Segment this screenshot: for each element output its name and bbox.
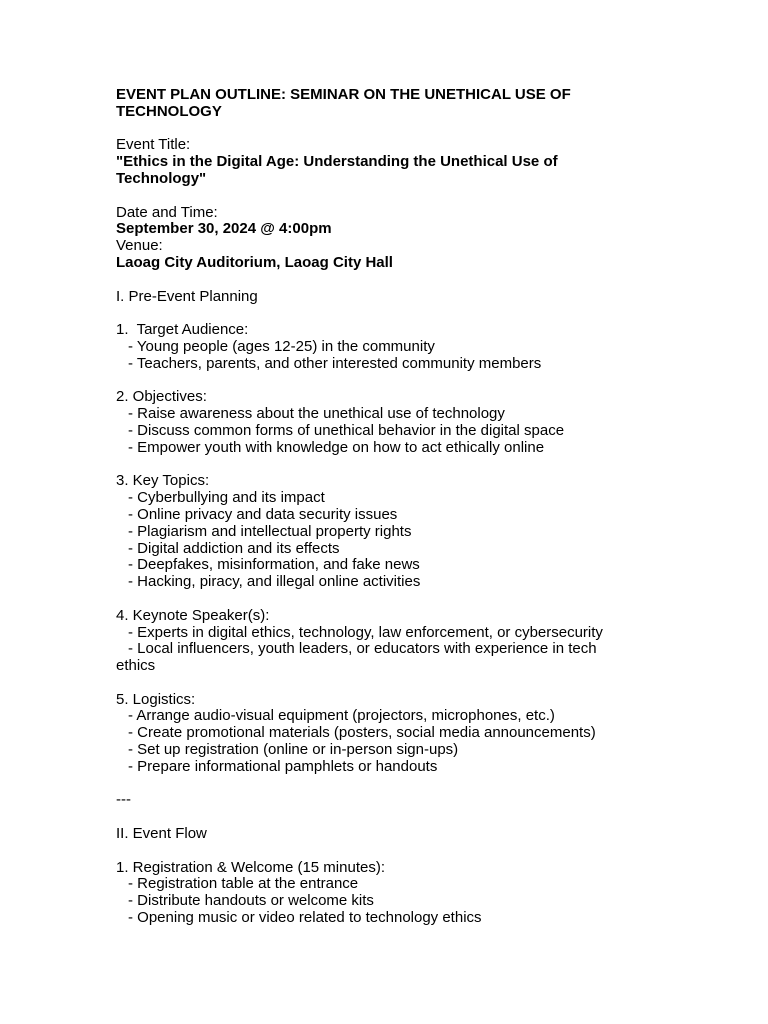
document-title: EVENT PLAN OUTLINE: SEMINAR ON THE UNETHICAL USE OF TECHNOLOGY [116,86,571,120]
list-item: - Prepare informational pamphlets or handouts [128,757,438,775]
list-item: - Young people (ages 12-25) in the community [128,337,435,355]
spacer [116,305,636,322]
date-label: Date and Time: [116,203,218,221]
list-item: - Distribute handouts or welcome kits [128,892,374,910]
date-value: September 30, 2024 @ 4:00pm [116,220,332,238]
spacer [116,675,636,692]
list-item: - Empower youth with knowledge on how to act ethically online [128,438,545,456]
spacer [116,272,636,289]
event-title-label: Event Title: [116,136,191,154]
spacer [116,776,636,793]
spacer [116,188,636,205]
event-title-value: "Ethics in the Digital Age: Understanding the Unethical Use of Technology" [116,153,558,187]
objectives-heading: 2. Objectives: [116,388,207,406]
keynote-speakers-heading: 4. Keynote Speaker(s): [116,606,270,624]
separator: --- [116,791,131,809]
venue-label: Venue: [116,237,163,255]
list-item: - Digital addiction and its effects [128,539,340,557]
venue-value: Laoag City Auditorium, Laoag City Hall [116,253,393,271]
list-item: - Hacking, piracy, and illegal online activities [128,573,421,591]
registration-heading: 1. Registration & Welcome (15 minutes): [116,858,385,876]
list-item: - Registration table at the entrance [128,875,359,893]
spacer [116,121,636,138]
list-item: - Cyberbullying and its impact [128,489,325,507]
list-item: - Online privacy and data security issues [128,505,398,523]
section-1-heading: I. Pre-Event Planning [116,287,258,305]
list-item: - Create promotional materials (posters, social media announcements) [128,724,596,742]
spacer [116,809,636,826]
list-item: - Opening music or video related to technology ethics [128,909,482,927]
spacer [116,457,636,474]
spacer [116,591,636,608]
list-item: - Plagiarism and intellectual property rights [128,522,412,540]
list-item: - Experts in digital ethics, technology, law enforcement, or cybersecurity [128,623,603,641]
document-page [116,87,636,927]
list-item: - Set up registration (online or in-person sign-ups) [128,741,459,759]
section-2-heading: II. Event Flow [116,825,207,843]
spacer [116,843,636,860]
list-item: - Discuss common forms of unethical behavior in the digital space [128,421,565,439]
list-item-continuation: ethics [116,657,156,675]
list-item: - Raise awareness about the unethical use of technology [128,405,505,423]
list-item: - Deepfakes, misinformation, and fake news [128,556,420,574]
list-item: - Teachers, parents, and other interested community members [128,354,542,372]
target-audience-heading: 1. Target Audience: [116,321,249,339]
logistics-heading: 5. Logistics: [116,690,196,708]
spacer [116,373,636,390]
list-item: - Arrange audio-visual equipment (projectors, microphones, etc.) [128,707,555,725]
key-topics-heading: 3. Key Topics: [116,472,210,490]
list-item: - Local influencers, youth leaders, or educators with experience in tech [128,640,597,658]
